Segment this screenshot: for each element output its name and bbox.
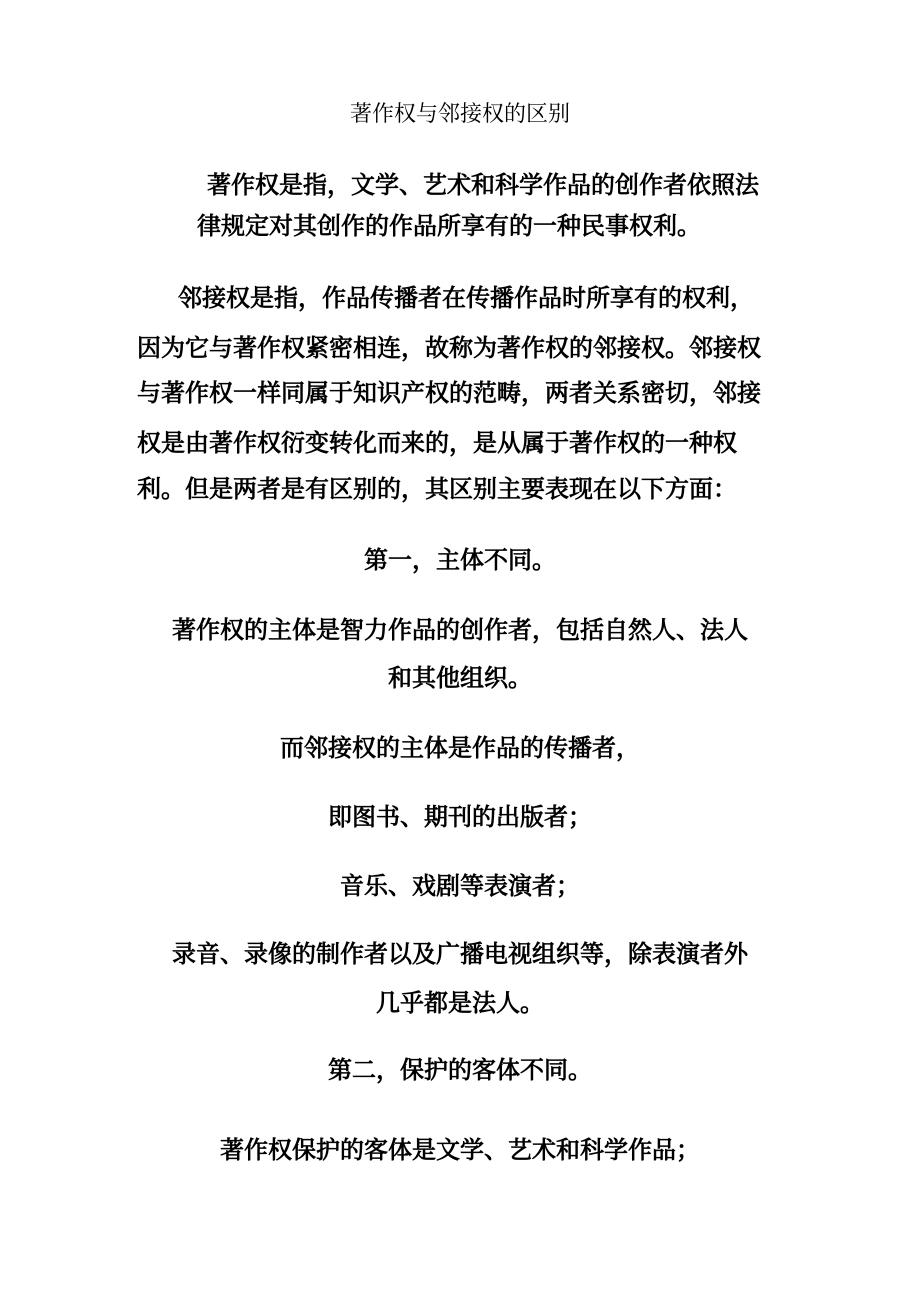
paragraph-copyright-definition-line-1: 著作权是指，文学、艺术和科学作品的创作者依照法 [207,170,759,199]
paragraph-performers: 音乐、戏剧等表演者； [340,871,580,900]
paragraph-copyright-object: 著作权保护的客体是文学、艺术和科学作品； [220,1135,700,1164]
paragraph-copyright-subject-line-2: 和其他组织。 [388,663,532,692]
paragraph-neighboring-rights-line-5: 利。但是两者是有区别的，其区别主要表现在以下方面： [137,474,737,503]
heading-first-difference: 第一，主体不同。 [364,545,556,574]
paragraph-neighboring-rights-line-1: 邻接权是指，作品传播者在传播作品时所享有的权利， [178,283,754,312]
document-title: 著作权与邻接权的区别 [349,102,570,127]
paragraph-publishers: 即图书、期刊的出版者； [328,802,592,831]
paragraph-copyright-subject-line-1: 著作权的主体是智力作品的创作者，包括自然人、法人 [172,615,748,644]
paragraph-neighboring-rights-line-2: 因为它与著作权紧密相连，故称为著作权的邻接权。邻接权 [137,333,761,362]
paragraph-neighboring-rights-line-3: 与著作权一样同属于知识产权的范畴，两者关系密切，邻接 [137,378,761,407]
paragraph-neighboring-rights-line-4: 权是由著作权衍变转化而来的，是从属于著作权的一种权 [137,428,737,457]
paragraph-producers-line-1: 录音、录像的制作者以及广播电视组织等，除表演者外 [172,939,748,968]
paragraph-neighboring-subject: 而邻接权的主体是作品的传播者， [280,733,640,762]
heading-second-difference: 第二，保护的客体不同。 [328,1055,592,1084]
paragraph-producers-line-2: 几乎都是法人。 [376,988,544,1017]
paragraph-copyright-definition-line-2: 律规定对其创作的作品所享有的一种民事权利。 [197,211,701,240]
